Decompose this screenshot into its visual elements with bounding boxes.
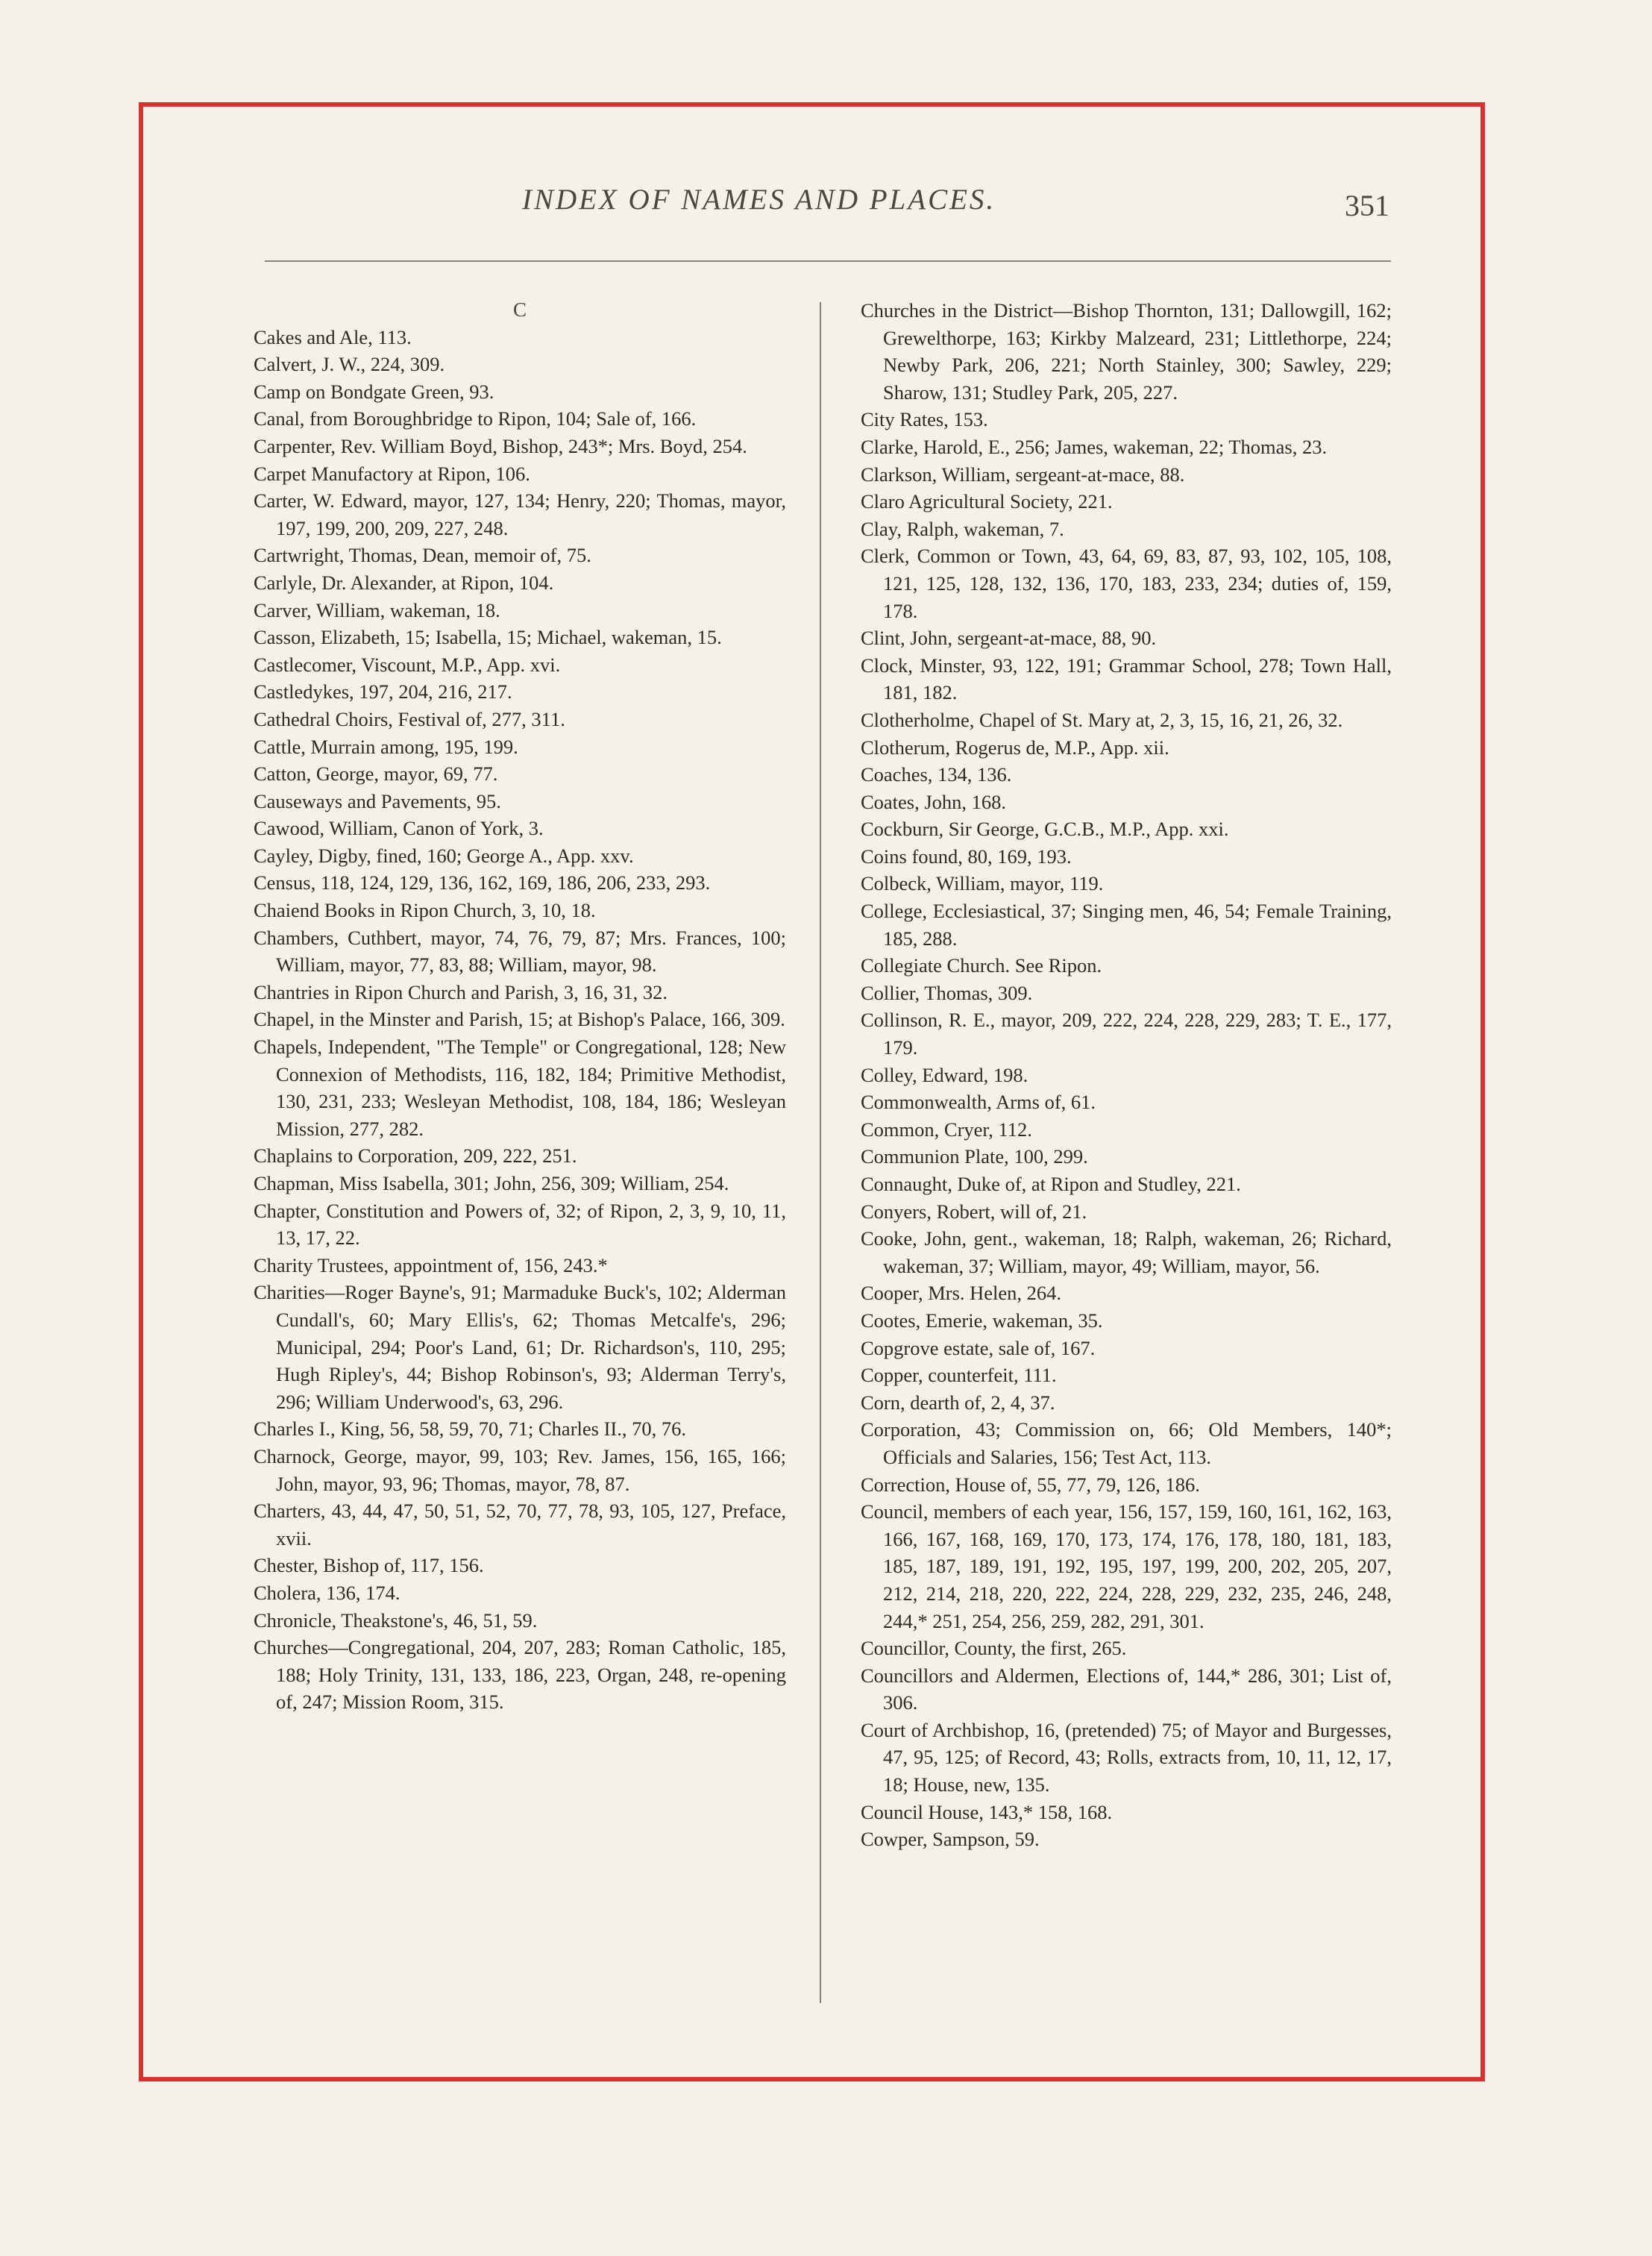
index-entry: Canal, from Boroughbridge to Ripon, 104; Sale of, 166. [254, 407, 697, 430]
index-entry: Carter, W. Edward, mayor, 127, 134; Henry, 220; Thomas, mayor, 197, 199, 200, 209, 227, 248. [254, 489, 786, 539]
index-entry: Chronicle, Theakstone's, 46, 51, 59. [254, 1608, 538, 1632]
index-entry: Cooke, John, gent., wakeman, 18; Ralph, wakeman, 26; Richard, wakeman, 37; William, mayor, 49; William, mayor, 56. [861, 1227, 1392, 1277]
index-entry: Chapel, in the Minster and Parish, 15; at Bishop's Palace, 166, 309. [254, 1008, 785, 1031]
index-column-right [861, 297, 1392, 1853]
index-entry: Cakes and Ale, 113. [254, 325, 412, 348]
index-entry: Casson, Elizabeth, 15; Isabella, 15; Michael, wakeman, 15. [254, 626, 722, 649]
index-entry: College, Ecclesiastical, 37; Singing men, 46, 54; Female Training, 185, 288. [861, 900, 1392, 950]
index-entry: Castledykes, 197, 204, 216, 217. [254, 680, 512, 704]
index-entry: Causeways and Pavements, 95. [254, 789, 501, 812]
index-entry: Carlyle, Dr. Alexander, at Ripon, 104. [254, 571, 554, 594]
index-entry: Chambers, Cuthbert, mayor, 74, 76, 79, 87; Mrs. Frances, 100; William, mayor, 77, 83, 88; William, mayor, 98. [254, 926, 786, 977]
index-entry: City Rates, 153. [861, 408, 988, 431]
index-entry: Census, 118, 124, 129, 136, 162, 169, 186, 206, 233, 293. [254, 871, 711, 894]
index-entry: Coaches, 134, 136. [861, 763, 1012, 786]
index-entry: Councillor, County, the first, 265. [861, 1637, 1127, 1660]
index-entry: Cowper, Sampson, 59. [861, 1828, 1040, 1851]
index-entry: Carpenter, Rev. William Boyd, Bishop, 243*; Mrs. Boyd, 254. [254, 434, 747, 457]
running-title: INDEX OF NAMES AND PLACES. [522, 184, 996, 216]
index-entry: Carpet Manufactory at Ripon, 106. [254, 462, 530, 485]
index-entry: Colbeck, William, mayor, 119. [861, 872, 1104, 895]
index-entry: Chantries in Ripon Church and Parish, 3, 16, 31, 32. [254, 980, 668, 1003]
index-entry: Cockburn, Sir George, G.C.B., M.P., App. xxi. [861, 818, 1229, 841]
index-entry: Commonwealth, Arms of, 61. [861, 1091, 1096, 1114]
index-entry: Clotherum, Rogerus de, M.P., App. xii. [861, 736, 1169, 759]
index-entry: Cootes, Emerie, wakeman, 35. [861, 1309, 1103, 1332]
index-entry: Clarke, Harold, E., 256; James, wakeman, 22; Thomas, 23. [861, 435, 1328, 458]
index-entry: Councillors and Aldermen, Elections of, 144,* 286, 301; List of, 306. [861, 1664, 1392, 1714]
index-entry: Calvert, J. W., 224, 309. [254, 353, 445, 376]
index-entry: Clotherholme, Chapel of St. Mary at, 2, 3, 15, 16, 21, 26, 32. [861, 708, 1343, 731]
index-entry: Council House, 143,* 158, 168. [861, 1800, 1113, 1823]
index-entry: Charities—Roger Bayne's, 91; Marmaduke Buck's, 102; Alderman Cundall's, 60; Mary Ellis's, 62; Thomas Metcalfe's, 296; Municipal, 294; Poor's Land, 61; Dr. Richardson's, 110, 295; Hugh Ripley's, 44; Bishop Robinson's, 93; Alderman Terry's, 296; William Underwood's, 63, 296. [254, 1281, 786, 1413]
index-entry: Coins found, 80, 169, 193. [861, 845, 1072, 868]
index-entry: Churches—Congregational, 204, 207, 283; Roman Catholic, 185, 188; Holy Trinity, 131, 133, 186, 223, Organ, 248, re-opening of, 247; Mission Room, 315. [254, 1636, 786, 1714]
index-entry: Charity Trustees, appointment of, 156, 243.* [254, 1253, 608, 1276]
index-entry: Corporation, 43; Commission on, 66; Old Members, 140*; Officials and Salaries, 156; Test Act, 113. [861, 1418, 1392, 1468]
index-entry: Clarkson, William, sergeant-at-mace, 88. [861, 463, 1185, 486]
index-entry: Camp on Bondgate Green, 93. [254, 380, 494, 403]
index-entry: Chaiend Books in Ripon Church, 3, 10, 18. [254, 899, 596, 922]
index-entry: Cayley, Digby, fined, 160; George A., App. xxv. [254, 844, 634, 867]
index-entry: Copper, counterfeit, 111. [861, 1364, 1057, 1387]
index-entry: Communion Plate, 100, 299. [861, 1145, 1088, 1168]
index-entry: Cholera, 136, 174. [254, 1581, 401, 1604]
index-entry: Cooper, Mrs. Helen, 264. [861, 1282, 1062, 1305]
index-entry: Cathedral Choirs, Festival of, 277, 311. [254, 707, 565, 730]
index-entry: Clock, Minster, 93, 122, 191; Grammar School, 278; Town Hall, 181, 182. [861, 654, 1392, 704]
index-entry: Correction, House of, 55, 77, 79, 126, 186. [861, 1473, 1200, 1496]
index-entry: Collegiate Church. See Ripon. [861, 954, 1102, 977]
header-rule [265, 260, 1391, 262]
index-entry: Collier, Thomas, 309. [861, 981, 1033, 1004]
section-letter: C [512, 298, 527, 321]
index-entry: Clay, Ralph, wakeman, 7. [861, 517, 1064, 540]
index-entry: Churches in the District—Bishop Thornton, 131; Dallowgill, 162; Grewelthorpe, 163; Kirkby Malzeard, 231; Littlethorpe, 224; Newby Park, 206, 221; North Stainley, 300; Sawley, 229; Sharow, 131; Studley Park, 205, 227. [861, 299, 1392, 404]
column-divider [820, 302, 821, 2003]
index-entry: Charnock, George, mayor, 99, 103; Rev. James, 156, 165, 166; John, mayor, 93, 96; Thomas, mayor, 78, 87. [254, 1444, 786, 1495]
index-entry: Coates, John, 168. [861, 790, 1007, 813]
index-entry: Collinson, R. E., mayor, 209, 222, 224, 228, 229, 283; T. E., 177, 179. [861, 1009, 1392, 1059]
index-entry: Cartwright, Thomas, Dean, memoir of, 75. [254, 544, 591, 567]
index-entry: Colley, Edward, 198. [861, 1063, 1028, 1086]
index-entry: Common, Cryer, 112. [861, 1118, 1032, 1141]
index-entry: Copgrove estate, sale of, 167. [861, 1336, 1096, 1359]
index-entry: Chester, Bishop of, 117, 156. [254, 1554, 484, 1577]
index-entry: Claro Agricultural Society, 221. [861, 490, 1113, 513]
index-entry: Clint, John, sergeant-at-mace, 88, 90. [861, 627, 1157, 650]
index-entry: Corn, dearth of, 2, 4, 37. [861, 1391, 1055, 1414]
index-entry: Charters, 43, 44, 47, 50, 51, 52, 70, 77, 78, 93, 105, 127, Preface, xvii. [254, 1500, 786, 1550]
index-entry: Conyers, Robert, will of, 21. [861, 1200, 1087, 1223]
index-entry: Court of Archbishop, 16, (pretended) 75; of Mayor and Burgesses, 47, 95, 125; of Record, 43; Rolls, extracts from, 10, 11, 12, 17, 18; House, new, 135. [861, 1718, 1392, 1796]
index-entry: Charles I., King, 56, 58, 59, 70, 71; Charles II., 70, 76. [254, 1417, 686, 1441]
index-entry: Chaplains to Corporation, 209, 222, 251. [254, 1144, 577, 1168]
index-entry: Castlecomer, Viscount, M.P., App. xvi. [254, 653, 561, 676]
index-entry: Cawood, William, Canon of York, 3. [254, 817, 544, 840]
index-entry: Clerk, Common or Town, 43, 64, 69, 83, 87, 93, 102, 105, 108, 121, 125, 128, 132, 136, 170, 183, 233, 234; duties of, 159, 178. [861, 545, 1392, 622]
index-entry: Council, members of each year, 156, 157, 159, 160, 161, 162, 163, 166, 167, 168, 169, 170, 173, 174, 176, 178, 180, 181, 183, 185, 187, 189, 191, 192, 195, 197, 199, 200, 202, 205, 207, 212, 214, 218, 220, 222, 224, 228, 229, 232, 235, 246, 248, 244,* 251, 254, 256, 259, 282, 291, 301. [861, 1500, 1392, 1632]
index-entry: Connaught, Duke of, at Ripon and Studley, 221. [861, 1173, 1241, 1195]
index-entry: Chapman, Miss Isabella, 301; John, 256, 309; William, 254. [254, 1172, 729, 1194]
index-entry: Carver, William, wakeman, 18. [254, 598, 500, 621]
index-entry: Cattle, Murrain among, 195, 199. [254, 735, 518, 758]
index-entry: Catton, George, mayor, 69, 77. [254, 762, 498, 786]
index-entry: Chapels, Independent, "The Temple" or Congregational, 128; New Connexion of Methodists, 116, 182, 184; Primitive Methodist, 130, 231, 233; Wesleyan Methodist, 108, 184, 186; Wesleyan Mission, 277, 282. [254, 1035, 786, 1140]
index-entry: Chapter, Constitution and Powers of, 32; of Ripon, 2, 3, 9, 10, 11, 13, 17, 22. [254, 1199, 786, 1250]
page-number: 351 [1345, 189, 1389, 222]
index-column-left [254, 296, 786, 1716]
